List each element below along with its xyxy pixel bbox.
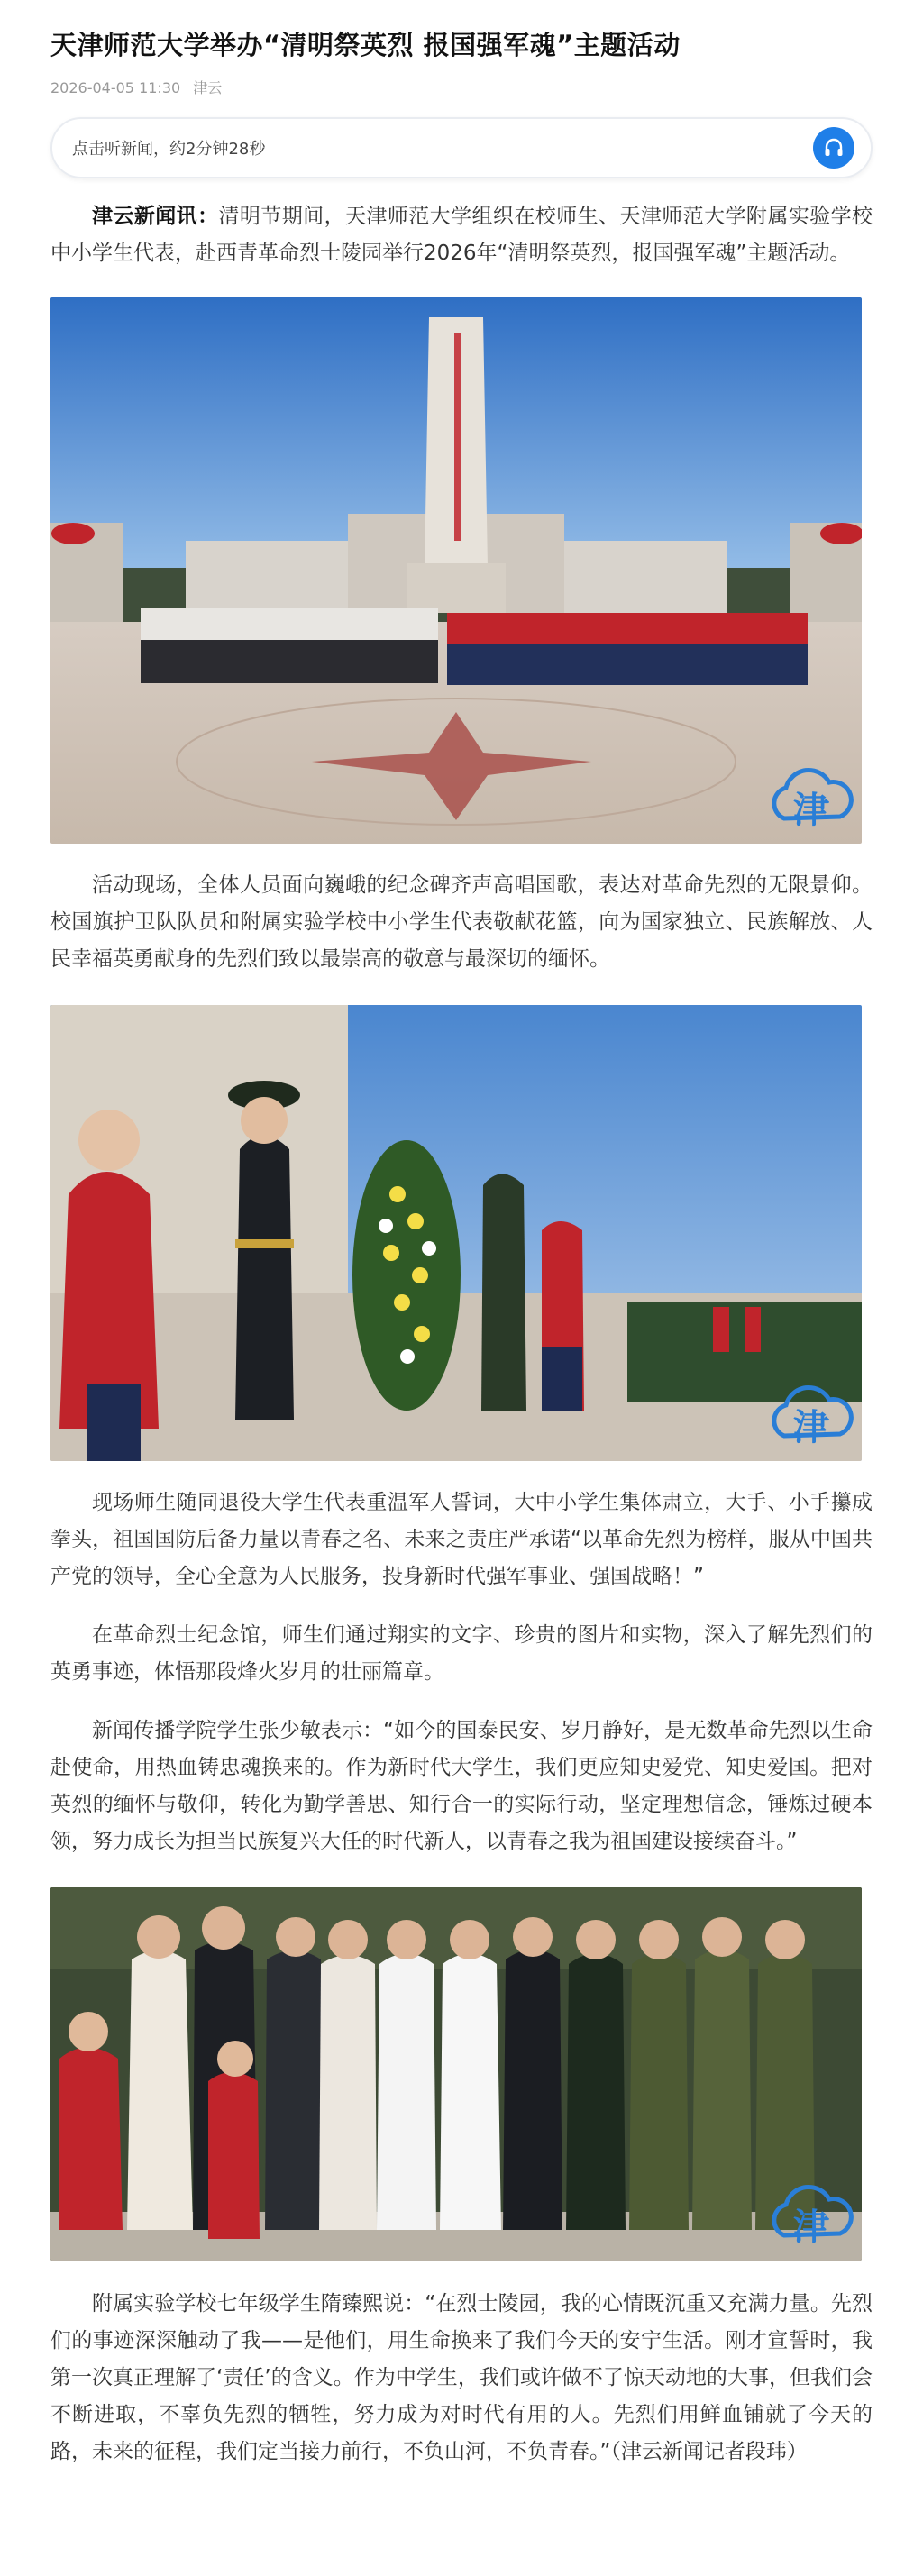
paragraph-oath: 现场师生随同退役大学生代表重温军人誓词，大中小学生集体肃立，大手、小手攥成拳头，祖国国防后备力量以青春之名、未来之责庄严承诺“以革命先烈为榜样，服从中国共产党的领导，全心全意为人民服务，投身新时代强军事业、强国战略！” <box>50 1491 873 1588</box>
listen-news-bar[interactable] <box>50 117 873 178</box>
photo-memorial-ceremony <box>50 297 862 844</box>
article-meta <box>50 79 873 97</box>
jin-logo-watermark <box>766 764 856 840</box>
publish-date: 2026-04-05 11:30 <box>50 79 181 96</box>
jin-logo-watermark <box>766 1382 856 1457</box>
paragraph-pupil-quote: 附属实验学校七年级学生隋臻熙说：“在烈士陵园，我的心情既沉重又充满力量。先烈们的事迹深深触动了我——是他们，用生命换来了我们今天的安宁生活。刚才宣誓时，我第一次真正理解了‘责任’的含义。作为中学生，我们或许做不了惊天动地的大事，但我们会不断进取，不辜负先烈的牺牲，努力成为对时代有用的人。先烈们用鲜血铺就了今天的路，未来的征程，我们定当接力前行，不负山河，不负青春。”（津云新闻记者段玮） <box>50 2292 873 2463</box>
photo-oath-salute <box>50 1887 862 2261</box>
jin-logo-watermark <box>766 2181 856 2257</box>
lead-label: 津云新闻讯： <box>92 205 219 228</box>
article-title: 天津师范大学举办“清明祭英烈 报国强军魂”主题活动 <box>50 30 681 60</box>
listen-news-label: 点击听新闻，约2分钟28秒 <box>72 140 266 159</box>
paragraph-student-quote: 新闻传播学院学生张少敏表示：“如今的国泰民安、岁月静好，是无数革命先烈以生命赴使命，用热血铸忠魂换来的。作为新时代大学生，我们更应知史爱党、知史爱国。把对英烈的缅怀与敬仰，转化为勤学善思、知行合一的实际行动，坚定理想信念，锤炼过硬本领，努力成长为担当民族复兴大任的时代新人，以青春之我为祖国建设接续奋斗。” <box>50 1719 873 1853</box>
paragraph-lead <box>50 198 873 272</box>
svg-text:津: 津 <box>793 790 829 831</box>
photo-flower-basket <box>50 1005 862 1461</box>
headphones-icon[interactable] <box>813 127 854 169</box>
lead-text: 清明节期间，天津师范大学组织在校师生、天津师范大学附属实验学校中小学生代表，赴西青革命烈士陵园举行2026年“清明祭英烈，报国强军魂”主题活动。 <box>50 205 873 265</box>
paragraph-ceremony: 活动现场，全体人员面向巍峨的纪念碑齐声高唱国歌，表达对革命先烈的无限景仰。校国旗护卫队队员和附属实验学校中小学生代表敬献花篮，向为国家独立、民族解放、人民幸福英勇献身的先烈们致以最崇高的敬意与最深切的缅怀。 <box>50 873 873 971</box>
svg-text:津: 津 <box>793 1407 829 1448</box>
source-label[interactable]: 津云 <box>193 79 223 96</box>
paragraph-memorial-hall: 在革命烈士纪念馆，师生们通过翔实的文字、珍贵的图片和实物，深入了解先烈们的英勇事迹，体悟那段烽火岁月的壮丽篇章。 <box>50 1623 873 1684</box>
svg-text:津: 津 <box>793 2206 829 2248</box>
